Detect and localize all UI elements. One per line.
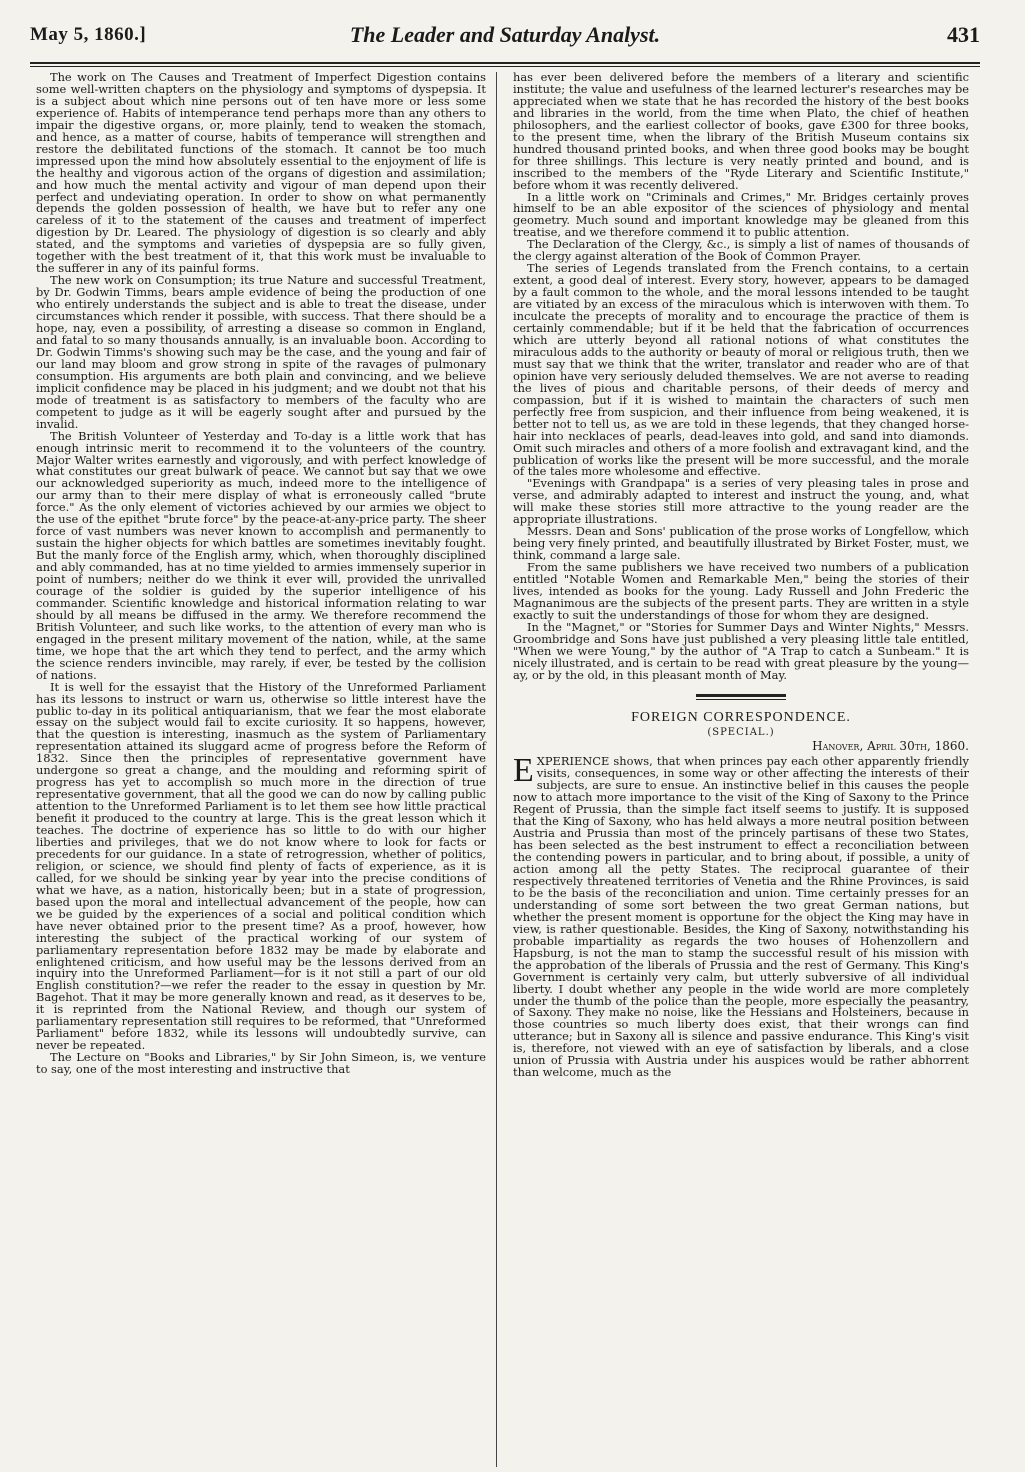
section-heading: FOREIGN CORRESPONDENCE.: [631, 709, 851, 725]
review-digestion: The work on The Causes and Treatment of Imperfect Digestion contains some well-written chapters on the physiology and symptoms of dyspepsia. It is a subject about which nine persons out of ten have more or less some experience of. Habits of intemperance tend perhaps more than any others to impair the digestive organs, or, more plainly, tend to weaken the stomach, and hence, as a matter of course, habits of temperance will strengthen and restore the debilitated functions of the stomach. It cannot be too much impressed upon the mind how absolutely essential to the enjoyment of life is the healthy and vigorous action of the organs of digestion and assimilation; and how much the mental activity and vigour of man depend upon their perfect and undeviating operation. In order to show on what permanently depends the golden possession of health, we have but to refer any one careless of it to the statement of the causes and treatment of imperfect digestion by Dr. Leared. The physiology of digestion is so clearly and ably stated, and the symptoms and varieties of dyspepsia are so fully given, together with the best treatment of it, that this work must be invaluable to the sufferer in any of its painful forms.: [36, 70, 486, 276]
review-british-volunteer: The British Volunteer of Yesterday and To-day is a little work that has enough intrinsic merit to recommend it to the volunteers of the country. Major Walter writes earnestly and vigorously, and with perfect knowledge of what constitutes our great bulwark of peace. We cannot but say that we owe our acknowledged superiority as much, indeed more to the intelligence of our army than to their mere display of what is erroneously called "brute force." As the only element of victories achieved by our armies we object to the use of the epithet "brute force" by the peace-at-any-price party. The sheer force of vast numbers was never known to accomplish and permanently to sustain the higher objects for which battles are sometimes inevitably fought. But the manly force of the English army, which, when thoroughly disciplined and ably commanded, has at no time yielded to armies immensely superior in point of numbers; neither do we think it ever will, provided the unrivalled courage of the soldier is guided by the superior intelligence of his commander. Scientific knowledge and historical information relating to war should by all means be diffused in the army. We therefore recommend the British Volunteer, and such like works, to the attention of every man who is engaged in the present military movement of the nation, while, at the same time, we hope that the art which they tend to perfect, and the army which the science renders invincible, may rarely, if ever, be tested by the collision of nations.: [36, 428, 486, 682]
drop-cap: E: [513, 752, 534, 790]
review-consumption: The new work on Consumption; its true Nature and successful Treatment, by Dr. Godwin Timms, bears ample evidence of being the production of one who entirely understands the subject and is able to treat the disease, under circumstances which render it possible, with success. That there should be a hope, nay, even a possibility, of arresting a disease so common in England, and fatal to so many thousands annually, is an invaluable boon. According to Dr. Godwin Timms's showing such may be the case, and the young and fair of our land may bloom and grow strong in spite of the ravages of pulmonary consumption. His arguments are both plain and convincing, and we believe implicit confidence may be placed in his judgment; and we doubt not that his mode of treatment is as satisfactory to members of the faculty who are competent to judge as it will be eagerly sought after and pursued by the invalid.: [36, 273, 486, 431]
issue-date: May 5, 1860.]: [30, 24, 147, 45]
review-declaration-clergy: The Declaration of the Clergy, &c., is simply a list of names of thousands of the clergy against alteration of the Book of Common Prayer.: [513, 237, 969, 264]
review-legends: The series of Legends translated from the French contains, to a certain extent, a good deal of interest. Every story, however, appears to be damaged by a fault common to the whole, and the moral lessons intended to be taught are vitiated by an excess of the miraculous which is interwoven with them. To inculcate the precepts of morality and to encourage the practice of them is certainly commendable; but if it be held that the fabrication of occurrences which are utterly beyond all rational notions of what constitutes the miraculous adds to the authority or beauty of moral or religious truth, then we must say that we think that the writer, translator and reader who are of that opinion have very seriously deluded themselves. We are not averse to reading the lives of pious and charitable persons, of their deeds of mercy and compassion, but if it is wished to maintain the characters of such men perfectly free from suspicion, and their influence from being weakened, it is better not to tell us, as we are told in these legends, that they changed horse-hair into necklaces of pearls, dead-leaves into gold, and sand into diamonds. Omit such miracles and others of a more foolish and extravagant kind, and the publication of works like the present will be more successful, and the morale of the tales more wholesome and effective.: [513, 261, 969, 479]
section-divider: [696, 694, 786, 700]
review-unreformed-parliament: It is well for the essayist that the History of the Unreformed Parliament has its lessons to instruct or warn us, otherwise so little interest have the public to-day in its political antiquarianism, that we fear the most elaborate essay on the subject would fail to excite curiosity. It so happens, however, that the question is interesting, inasmuch as the system of Parliamentary representation attained its sluggard acme of progress before the Reform of 1832. Since then the principles of representative government have undergone so great a change, and the moulding and reforming spirit of progress has yet to accomplish so much more in the direction of true representative government, that all the good we can do now by calling public attention to the Unreformed Parliament is to let them see how little practical benefit it produced to the country at large. This is the great lesson which it teaches. The doctrine of experience has so little to do with our higher liberties and privileges, that we do not know where to look for facts or precedents for our guidance. In a state of retrogression, whether of politics, religion, or science, we should find plenty of facts of experience, as it is called, for we should be sinking year by year into the precise conditions of what we have, as a nation, historically been; but in a state of progression, based upon the moral and intellectual advancement of the people, how can we be guided by the experiences of a social and political condition which have never obtained prior to the present time? As a proof, however, how interesting the subject of the practical working of our system of parliamentary representation before 1832 may be made by elaborate and enlightened criticism, and how useful may be the lessons derived from an inquiry into the Unreformed Parliament—for is it not still a part of our old English constitution?—we refer the reader to the essay in question by Mr. Bagehot. That it may be more generally known and read, as it deserves to be, it is reprinted from the National Review, and though our system of parliamentary representation still requires to be reformed, that "Unreformed Parliament" before 1832, while its lessons will undoubtedly survive, can never be repeated.: [36, 679, 486, 1053]
review-books-libraries: The Lecture on "Books and Libraries," by Sir John Simeon, is, we venture to say, one of the most interesting and instructive that: [36, 1050, 486, 1077]
publication-title: The Leader and Saturday Analyst.: [349, 22, 661, 47]
left-column: [36, 72, 486, 1076]
page-number: 431: [947, 22, 980, 47]
dateline: Hanover, April 30th, 1860.: [812, 738, 969, 753]
header-rule-thin: [30, 66, 980, 67]
review-notable-women: From the same publishers we have received two numbers of a publication entitled "Notable Women and Remarkable Men," being the stories of their lives, intended as books for the young. Lady Russell and John Frederic the Magnanimous are the subjects of the present parts. They are written in a style exactly to suit the understandings of those for whom they are designed.: [513, 560, 969, 622]
review-magnet: In the "Magnet," or "Stories for Summer Days and Winter Nights," Messrs. Groombridge and Sons have just published a very pleasing little tale entitled, "When we were Young," by the author of "A Trap to catch a Sunbeam." It is nicely illustrated, and is certain to be read with great pleasure by the young—ay, or by the old, in this pleasant month of May.: [513, 619, 969, 682]
review-evenings-grandpapa: "Evenings with Grandpapa" is a series of very pleasing tales in prose and verse, and admirably adapted to interest and instruct the young, and, what will make these stories still more attractive to the young reader are the appropriate illustrations.: [513, 476, 969, 527]
right-column: [513, 72, 969, 1079]
header-rule: [30, 62, 980, 64]
review-books-libraries-cont: has ever been delivered before the members of a literary and scientific institute; the value and usefulness of the learned lecturer's researches may be appreciated when we state that he has recorded the history of the best books and libraries in the world, from the time when Plato, the chief of heathen philosophers, and the earliest collector of books, gave £300 for three books, to the present time, when the library of the British Museum contains six hundred thousand printed books, and when three good books may be bought for three shillings. This lecture is very neatly printed and bound, and is inscribed to the members of the "Ryde Literary and Scientific Institute," before whom it was recently delivered.: [513, 70, 969, 192]
review-criminals-crimes: In a little work on "Criminals and Crimes," Mr. Bridges certainly proves himself to be an able expositor of the sciences of physiology and mental geometry. Much sound and important knowledge may be gleaned from this treatise, and we therefore commend it to public attention.: [513, 189, 969, 240]
page-header: [30, 20, 980, 54]
foreign-correspondence-body: [513, 752, 969, 1080]
review-longfellow: Messrs. Dean and Sons' publication of the prose works of Longfellow, which being very finely printed, and beautifully illustrated by Birket Foster, must, we think, command a large sale.: [513, 524, 969, 563]
column-divider: [496, 72, 497, 1467]
section-subheading: (SPECIAL.): [707, 726, 775, 738]
foreign-body-text: XPERIENCE shows, that when princes pay each other apparently friendly visits, consequences, in some way or other affecting the interests of their subjects, are sure to ensue. An instinctive belief in this causes the people now to attach more importance to the visit of the King of Saxony to the Prince Regent of Prussia, than the simple fact itself seems to justify. It is supposed that the King of Saxony, who has held always a more neutral position between Austria and Prussia than most of the princely partisans of these two States, has been selected as the best instrument to effect a reconciliation between the contending powers in particular, and to bring about, if possible, a unity of action among all the petty States. The reciprocal guarantee of their respectively threatened territories of Venetia and the Rhine Provinces, is said to be the basis of the reconciliation and union. Time certainly presses for an understanding of some sort between the two great German nations, but whether the present moment is opportune for the object the King may have in view, is rather questionable. Besides, the King of Saxony, notwithstanding his probable impartiality as regards the two houses of Hohenzollern and Hapsburg, is not the man to stamp the successful result of his mission with the approbation of the liberals of Prussia and the rest of Germany. This King's Government is certainly very calm, but utterly subversive of all individual liberty. I doubt whether any people in the wide world are more completely under the thumb of the police than the people, more especially the peasantry, of Saxony. They make no noise, like the Hessians and Holsteiners, because in those countries so much liberty does exist, that their wrongs can find utterance; but in Saxony all is silence and passive endurance. This King's visit is, therefore, not viewed with an eye of satisfaction by liberals, and a close union of Prussia with Austria under his auspices would be rather abhorrent than welcome, much as the: [513, 754, 969, 1080]
